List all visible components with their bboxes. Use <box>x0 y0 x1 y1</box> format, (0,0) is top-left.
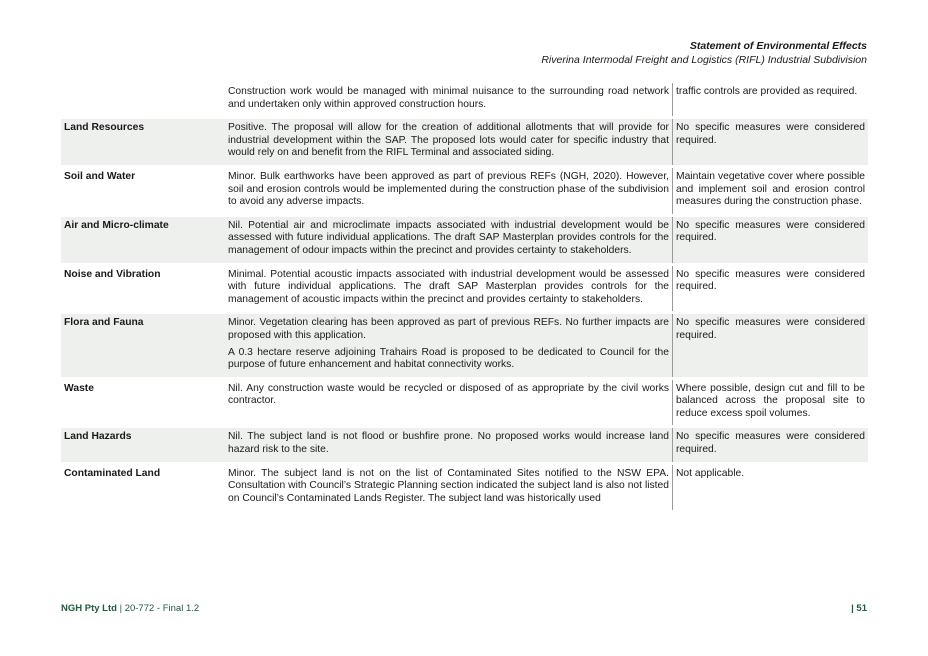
impact-paragraph: Nil. The subject land is not flood or bushfire prone. No proposed works would increase land hazard risk to the site. <box>228 431 669 456</box>
impact-cell <box>225 166 673 215</box>
footer-doc-ref: | 20-772 - Final 1.2 <box>116 603 200 614</box>
measures-cell: No specific measures were considered required. <box>673 215 869 264</box>
measures-cell: Where possible, design cut and fill to be balanced across the proposal site to reduce excess spoil volumes. <box>673 378 869 427</box>
footer-reference <box>61 603 199 614</box>
footer-company: NGH Pty Ltd <box>61 603 117 614</box>
issue-cell: Noise and Vibration <box>61 264 225 313</box>
impacts-table <box>61 83 868 513</box>
impact-paragraph: Construction work would be managed with minimal nuisance to the surrounding road network and undertaken only within approved construction hours. <box>228 86 669 110</box>
impact-cell <box>225 264 673 313</box>
table-row <box>61 378 868 427</box>
document-title: Statement of Environmental Effects <box>689 40 867 52</box>
issue-cell: Soil and Water <box>61 166 225 215</box>
impact-paragraph: Positive. The proposal will allow for the creation of additional allotments that will provide for industrial development within the SAP. The proposed lots would cater for specific industry that would rely on and benefit from the RIFL Terminal and associated siding. <box>228 122 669 159</box>
measures-cell: No specific measures were considered required. <box>673 118 869 167</box>
impact-cell <box>225 83 673 118</box>
impact-cell <box>225 378 673 427</box>
measures-cell: No specific measures were considered required. <box>673 427 869 463</box>
table-row <box>61 313 868 378</box>
table-row <box>61 166 868 215</box>
table-row <box>61 463 868 512</box>
impact-cell <box>225 118 673 167</box>
impact-cell <box>225 313 673 378</box>
issue-cell: Air and Micro-climate <box>61 215 225 264</box>
impact-paragraph: Nil. Potential air and microclimate impacts associated with industrial development would be assessed with future individual applications. The draft SAP Masterplan provides controls for the management of odour impacts within the precinct and provides certainty to stakeholders. <box>228 219 669 256</box>
impact-cell <box>225 427 673 463</box>
table-row <box>61 264 868 313</box>
issue-cell: Waste <box>61 378 225 427</box>
impact-paragraph: Minimal. Potential acoustic impacts associated with industrial development would be assessed with future individual applications. The draft SAP Masterplan provides controls for the management of acoustic impacts within the precinct and provides certainty to stakeholders. <box>228 268 669 305</box>
table-row <box>61 118 868 167</box>
impact-paragraph: Minor. Bulk earthworks have been approved as part of previous REFs (NGH, 2020). However, soil and erosion controls would be implemented during the construction phase of the subdivision to avoid any adverse impacts. <box>228 170 669 208</box>
measures-cell: No specific measures were considered required. <box>673 313 869 378</box>
table-row <box>61 427 868 463</box>
impact-paragraph: Nil. Any construction waste would be recycled or disposed of as appropriate by the civil works contractor. <box>228 382 669 407</box>
impact-paragraph: A 0.3 hectare reserve adjoining Trahairs Road is proposed to be dedicated to Council for the purpose of future enhancement and habitat connectivity works. <box>228 346 669 371</box>
measures-cell: Not applicable. <box>673 463 869 512</box>
issue-cell <box>61 83 225 118</box>
impact-cell <box>225 215 673 264</box>
impact-paragraph: Minor. Vegetation clearing has been approved as part of previous REFs. No further impacts are proposed with this application. <box>228 317 669 341</box>
impacts-table-body <box>61 83 868 512</box>
table-row <box>61 215 868 264</box>
issue-cell: Flora and Fauna <box>61 313 225 378</box>
impact-paragraph: Minor. The subject land is not on the list of Contaminated Sites notified to the NSW EPA. Consultation with Council’s Strategic Planning section indicated the subject land is also not listed on Council’s Contaminated Lands Register. The subject land was historically used <box>228 467 669 504</box>
issue-cell: Contaminated Land <box>61 463 225 512</box>
issue-cell: Land Hazards <box>61 427 225 463</box>
issue-cell: Land Resources <box>61 118 225 167</box>
table-row <box>61 83 868 118</box>
impact-cell <box>225 463 673 512</box>
document-subtitle: Riverina Intermodal Freight and Logistics (RIFL) Industrial Subdivision <box>541 54 867 66</box>
measures-cell: Maintain vegetative cover where possible and implement soil and erosion control measures during the construction phase. <box>673 166 869 215</box>
measures-cell: traffic controls are provided as required. <box>673 83 869 118</box>
measures-cell: No specific measures were considered required. <box>673 264 869 313</box>
page-number: | 51 <box>851 603 867 614</box>
